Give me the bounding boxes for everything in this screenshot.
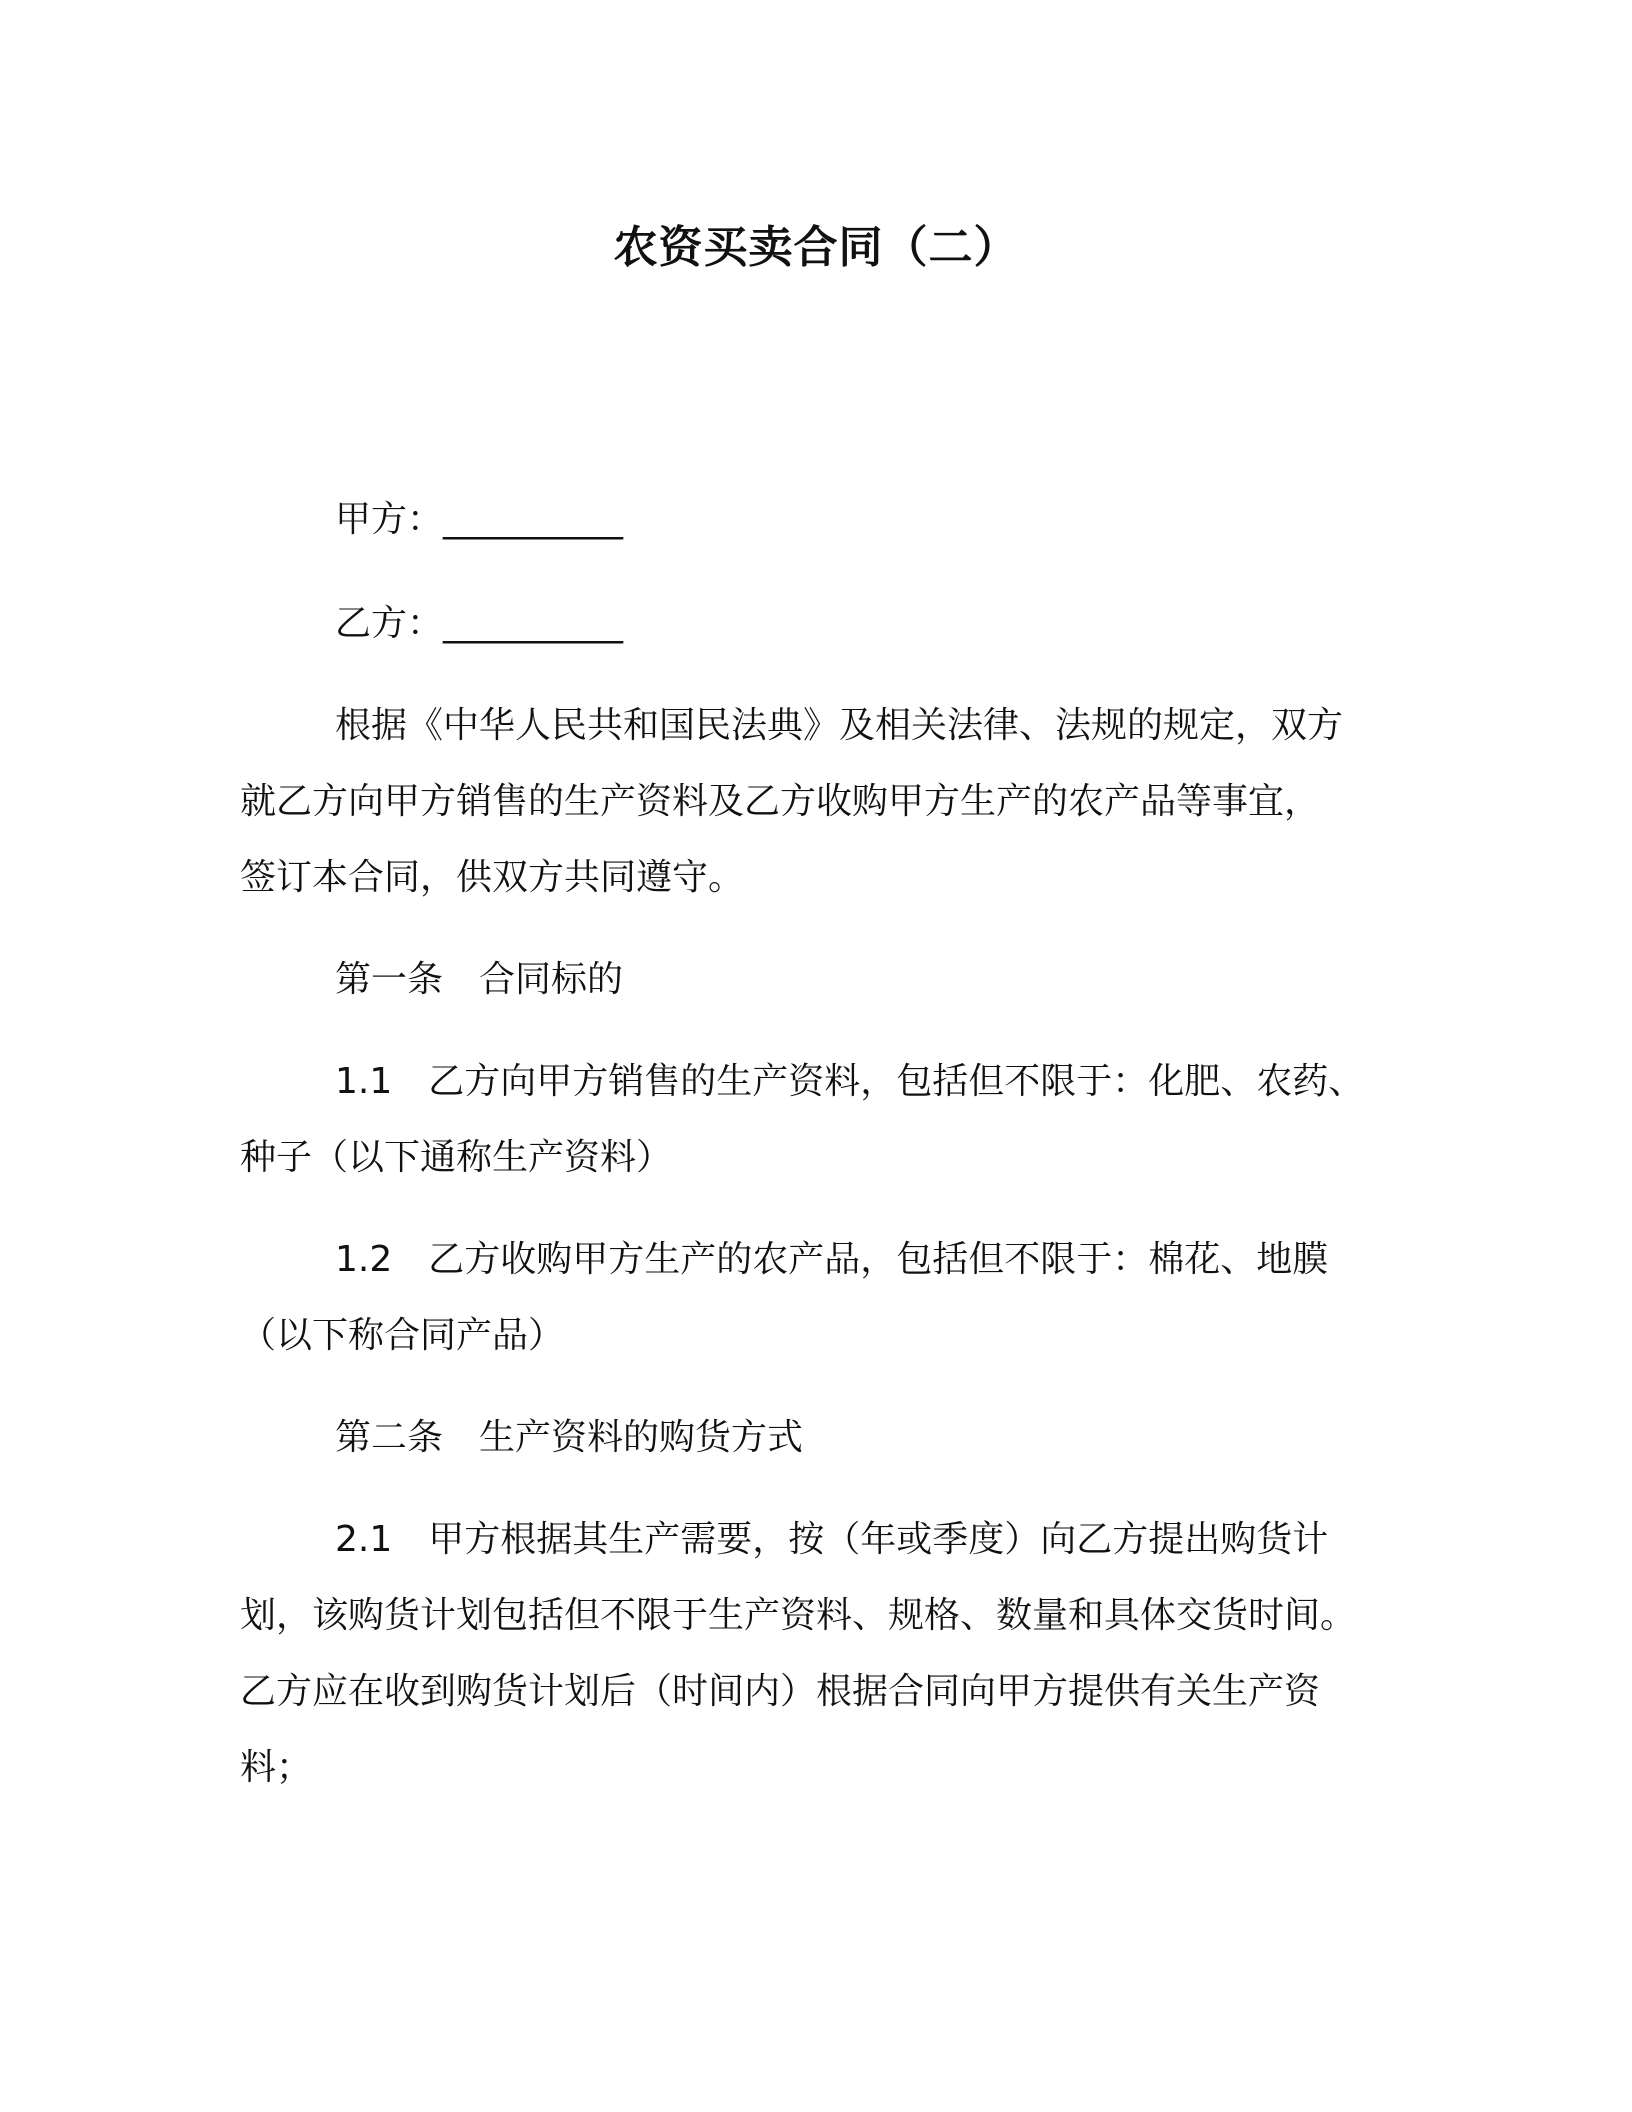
party-a-blank: __________ — [443, 499, 624, 540]
party-a-line — [335, 490, 1400, 550]
clause-1-1-line-1: 1.1 乙方向甲方销售的生产资料，包括但不限于：化肥、农药、 — [335, 1061, 1365, 1102]
clause-1-2-line-1: 1.2 乙方收购甲方生产的农产品，包括但不限于：棉花、地膜 — [335, 1239, 1329, 1280]
article-1-heading: 第一条 合同标的 — [335, 959, 624, 1000]
preamble-line-1: 根据《中华人民共和国民法典》及相关法律、法规的规定，双方 — [335, 705, 1344, 746]
party-a-label: 甲方： — [335, 499, 444, 540]
clause-1-1-line-2: 种子（以下通称生产资料） — [240, 1137, 673, 1178]
party-b-label: 乙方： — [335, 603, 444, 644]
preamble-line-2: 就乙方向甲方销售的生产资料及乙方收购甲方生产的农产品等事宜， — [240, 781, 1321, 822]
document-title: 农资买卖合同（二） — [613, 222, 1019, 273]
party-b-line — [335, 594, 1400, 654]
clause-2-1-line-4: 料； — [240, 1747, 313, 1788]
party-b-blank: __________ — [443, 603, 624, 644]
clause-2-1-line-1: 2.1 甲方根据其生产需要，按（年或季度）向乙方提出购货计 — [335, 1519, 1329, 1560]
preamble-line-3: 签订本合同，供双方共同遵守。 — [240, 857, 745, 898]
article-2-heading: 第二条 生产资料的购货方式 — [335, 1417, 804, 1458]
clause-1-2-line-2: （以下称合同产品） — [240, 1315, 565, 1356]
clause-2-1-line-3: 乙方应在收到购货计划后（时间内）根据合同向甲方提供有关生产资 — [240, 1671, 1321, 1712]
clause-2-1-line-2: 划，该购货计划包括但不限于生产资料、规格、数量和具体交货时间。 — [240, 1595, 1357, 1636]
